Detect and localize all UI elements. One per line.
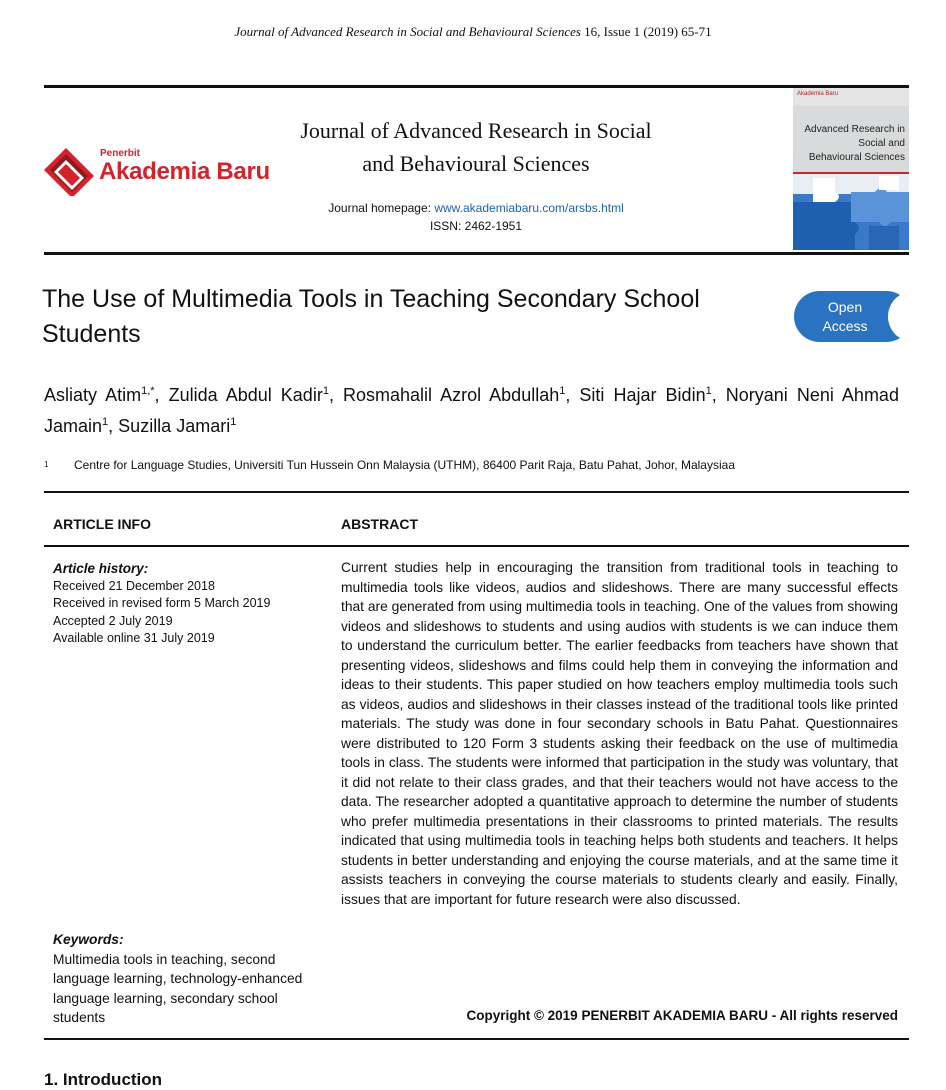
- author-list: Asliaty Atim$^{1,*}$, Zulida Abdul Kadir$^1$, Rosmahalil Azrol Abdullah$^1$, Siti Hajar Bidin$^1$, Noryani Neni Ahmad Jamain$^1$, Suzilla Jamari$^1$: [44, 385, 899, 436]
- journal-title-line2: and Behavioural Sciences: [362, 151, 590, 176]
- info-mid-rule: [44, 545, 909, 547]
- info-top-rule: [44, 491, 909, 493]
- author: [579, 385, 711, 405]
- paper-title: The Use of Multimedia Tools in Teaching Secondary School Students: [42, 285, 700, 348]
- article-info-heading: ARTICLE INFO: [53, 516, 151, 532]
- author-affil-sup: 1: [230, 416, 237, 428]
- keywords: [53, 930, 328, 1028]
- open-access-line1: Open: [827, 299, 863, 315]
- cover-title: [795, 123, 905, 165]
- author-name: Asliaty Atim: [44, 385, 142, 405]
- abstract-text: Current studies help in encouraging the transition from traditional tools in teaching to multimedia tools like videos, audios and slideshows. There are many successful effects that are generated from using multimedia tools in teaching. One of the values from showing videos and slideshows to students and using audios with students is we can induce them to understand the curriculum better. The earlier feedbacks from teachers have shown that presenting videos, slideshows and films could help them in conveying the information and ideas to their students. This paper studied on how teachers employ multimedia tools such as videos, audios and slideshows in their classes instead of the traditional tools like printed materials. The study was done in four secondary schools in Batu Pahat. Questionnaires were distributed to 120 Form 3 students asking their feedback on the use of multimedia tools in class. The students were informed that participation in the study was voluntary, that it did not relate to their class grades, and that their teachers would not have access to the data. The researcher adopted a quantitative approach to determine the number of students who prefer multimedia presentations in their classrooms to printed materials. The results indicated that using multimedia tools in teaching helps both students and teachers. It helps students in better understanding and enjoying the course materials, and at the same time it assists teachers in conveying the course materials to students clearly and easily. Finally, issues that are important for future research were also discussed.: [341, 560, 898, 907]
- journal-title: [252, 114, 700, 180]
- author-affil-sup: 1: [705, 385, 712, 397]
- journal-homepage: [252, 199, 700, 235]
- keywords-text: Multimedia tools in teaching, second language learning, technology-enhanced language learning, secondary school students: [53, 951, 303, 1025]
- header-top-rule: [44, 85, 909, 88]
- affiliation-text: Centre for Language Studies, Universiti Tun Hussein Onn Malaysia (UTHM), 86400 Parit Raja, Batu Pahat, Johor, Malaysiaa: [74, 458, 735, 472]
- running-head-journal: Journal of Advanced Research in Social and Behavioural Sciences: [234, 24, 581, 39]
- cover-title-line2: Social and: [858, 138, 905, 149]
- author-name: Rosmahalil Azrol Abdullah: [343, 385, 560, 405]
- journal-cover-image: [793, 88, 909, 250]
- author-name: Siti Hajar Bidin: [579, 385, 706, 405]
- issn: ISSN: 2462-1951: [429, 219, 523, 233]
- open-access-label: [805, 298, 885, 336]
- received-date: Received 21 December 2018: [53, 578, 215, 593]
- affiliation-number: 1: [44, 460, 49, 469]
- homepage-link[interactable]: www.akademiabaru.com/arsbs.html: [434, 201, 624, 215]
- author: [169, 385, 329, 405]
- accepted-date: Accepted 2 July 2019: [53, 613, 173, 628]
- info-bottom-rule: [44, 1038, 909, 1040]
- author-affil-sup: 1: [102, 416, 109, 428]
- author: [118, 416, 236, 436]
- cover-title-line1: Advanced Research in: [804, 124, 905, 135]
- journal-title-line1: Journal of Advanced Research in Social: [300, 118, 652, 143]
- running-head: [0, 24, 946, 40]
- article-history: [53, 560, 323, 648]
- keywords-heading: Keywords:: [53, 932, 124, 947]
- running-head-issue: 16, Issue 1 (2019) 65-71: [580, 24, 712, 39]
- author-affil-sup: 1: [322, 385, 329, 397]
- article-history-heading: Article history:: [53, 561, 149, 576]
- abstract-heading: ABSTRACT: [341, 516, 418, 532]
- cover-badge: Akademia Baru: [797, 91, 839, 97]
- revised-date: Received in revised form 5 March 2019: [53, 596, 271, 610]
- author: [44, 385, 155, 405]
- copyright-notice: Copyright © 2019 PENERBIT AKADEMIA BARU - All rights reserved: [466, 1008, 898, 1023]
- open-access-line2: Access: [822, 318, 868, 334]
- author-name: Noryani Neni Ahmad Jamain: [44, 385, 899, 436]
- author: [343, 385, 565, 405]
- logo-penerbit-text: Penerbit: [100, 148, 141, 159]
- homepage-label: Journal homepage:: [328, 201, 435, 215]
- puzzle-pieces-icon: [793, 174, 909, 250]
- affiliation: [44, 456, 899, 474]
- author-affil-sup: 1: [559, 385, 566, 397]
- author-affil-sup: 1,*: [141, 385, 155, 397]
- online-date: Available online 31 July 2019: [53, 631, 215, 645]
- introduction-heading: 1. Introduction: [44, 1070, 163, 1089]
- logo-akademia-baru-text: Akademia Baru: [99, 158, 270, 185]
- header-bottom-rule: [44, 252, 909, 255]
- author-name: Suzilla Jamari: [118, 416, 231, 436]
- cover-title-line3: Behavioural Sciences: [808, 152, 905, 163]
- author-name: Zulida Abdul Kadir: [168, 385, 323, 405]
